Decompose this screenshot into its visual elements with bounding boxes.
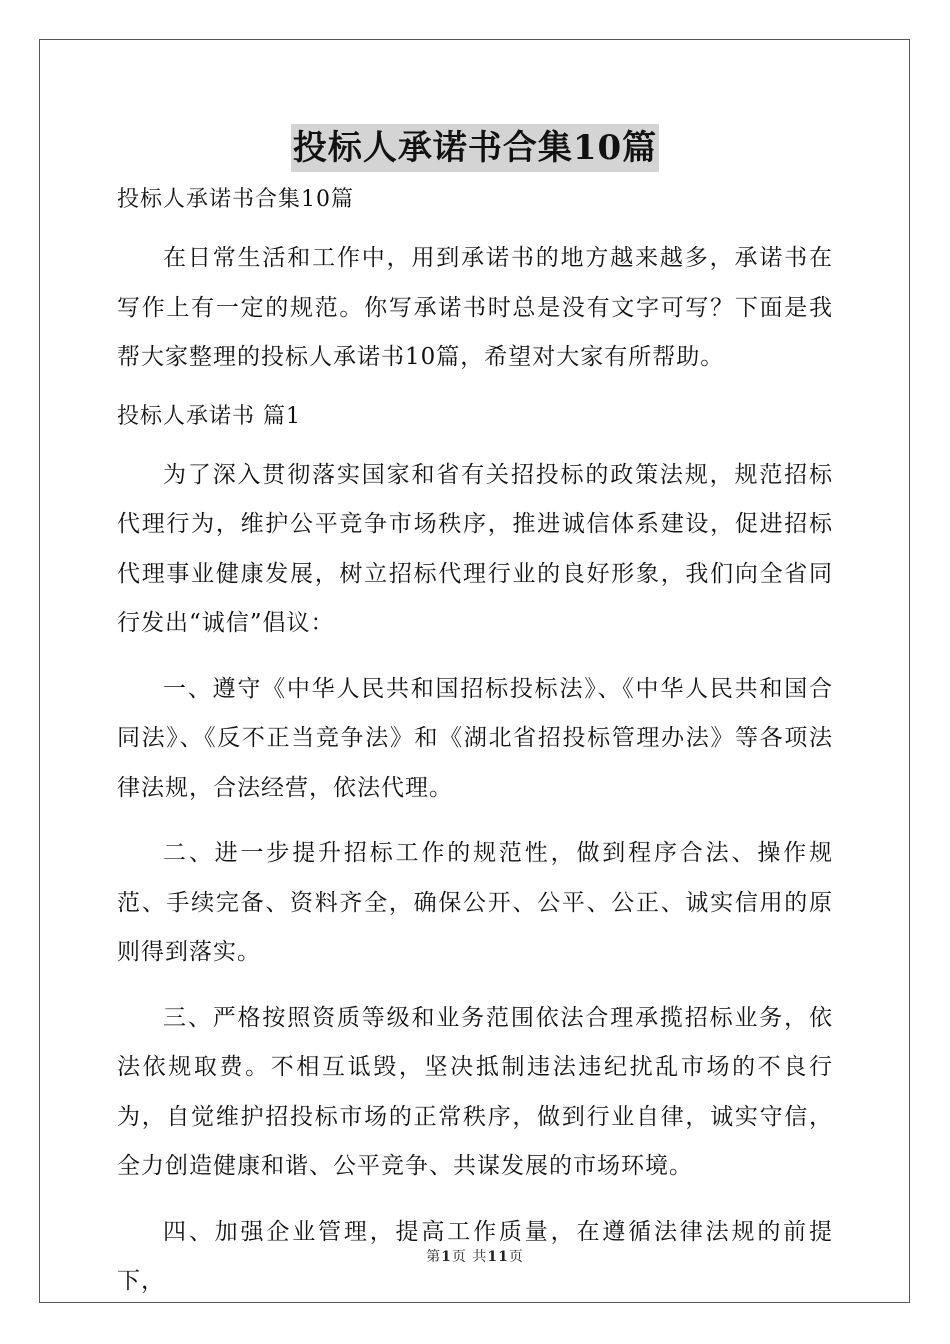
document-body — [117, 182, 833, 1323]
paragraph: 二、进一步提升招标工作的规范性，做到程序合法、操作规范、手续完备、资料齐全，确保公开、公平、公正、诚实信用的原则得到落实。 — [117, 840, 833, 965]
paragraph: 为了深入贯彻落实国家和省有关招投标的政策法规，规范招标代理行为，维护公平竞争市场秩序，推进诚信体系建设，促进招标代理事业健康发展，树立招标代理行业的良好形象，我们向全省同行发出“诚信”倡议： — [117, 461, 833, 636]
section-heading: 投标人承诺书 篇1 — [117, 403, 301, 429]
page-footer — [0, 1246, 950, 1266]
paragraph: 一、遵守《中华人民共和国招标投标法》、《中华人民共和国合同法》、《反不正当竞争法》和《湖北省招投标管理办法》等各项法律法规，合法经营，依法代理。 — [117, 675, 833, 801]
footer-prefix: 第 — [426, 1249, 442, 1265]
document-title-text: 投标人承诺书合集10篇 — [291, 124, 659, 172]
paragraph: 四、加强企业管理，提高工作质量，在遵循法律法规的前提下， — [117, 1218, 833, 1294]
document-title — [0, 124, 950, 172]
paragraph: 三、严格按照资质等级和业务范围依法合理承揽招标业务，依法依规取费。不相互诋毁，坚决抵制违法违纪扰乱市场的不良行为，自觉维护招投标市场的正常秩序，做到行业自律，诚实守信，全力创造健康和谐、公平竞争、共谋发展的市场环境。 — [117, 1004, 833, 1179]
intro-paragraph: 在日常生活和工作中，用到承诺书的地方越来越多，承诺书在写作上有一定的规范。你写承诺书时总是没有文字可写？下面是我帮大家整理的投标人承诺书10篇，希望对大家有所帮助。 — [117, 245, 833, 370]
footer-page-total: 11 — [487, 1249, 509, 1265]
footer-suffix: 页 — [508, 1249, 524, 1265]
subtitle: 投标人承诺书合集10篇 — [117, 187, 354, 212]
footer-mid: 页 共 — [451, 1249, 488, 1265]
footer-page-current: 1 — [441, 1249, 452, 1265]
